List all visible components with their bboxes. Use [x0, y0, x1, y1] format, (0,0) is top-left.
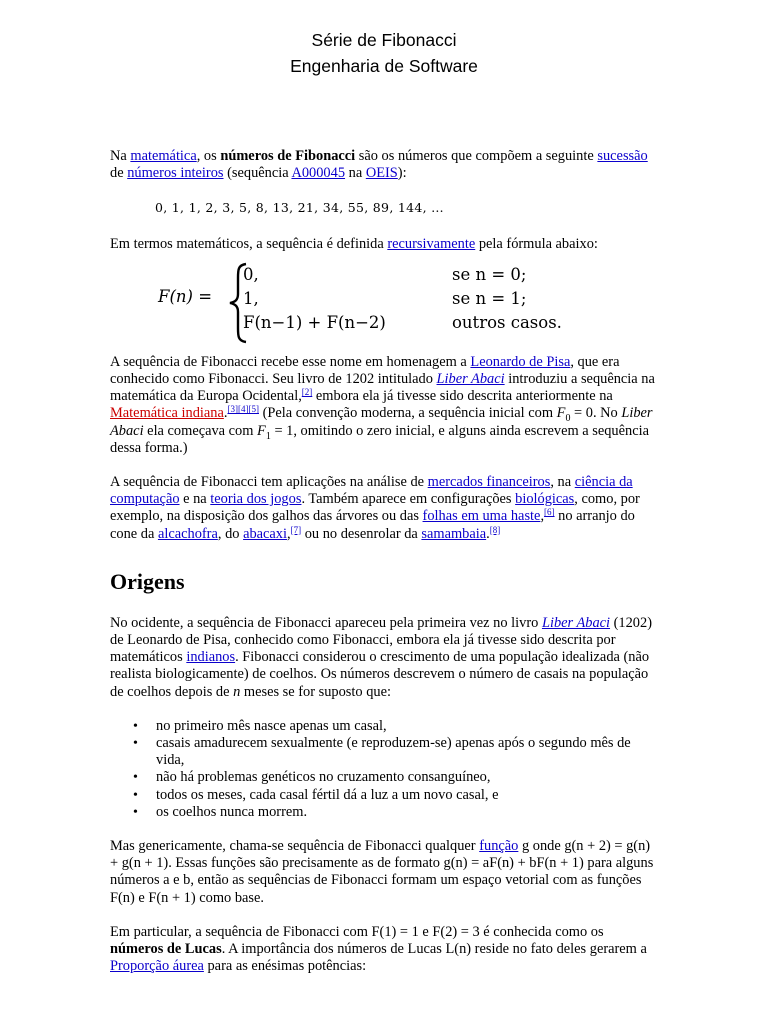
link-liber-abaci-2[interactable]: Liber Abaci — [541, 614, 611, 631]
text: de — [110, 165, 128, 182]
text: ela começava com — [143, 422, 258, 439]
fibonacci-sequence: 0, 1, 1, 2, 3, 5, 8, 13, 21, 34, 55, 89, 144, … — [155, 200, 444, 216]
link-mercados-financeiros[interactable]: mercados financeiros — [427, 474, 551, 491]
link-proporcao-aurea[interactable]: Proporção áurea — [110, 958, 204, 975]
text: . A importância dos números de Lucas L(n) reside no fato deles gerarem a — [221, 941, 647, 958]
text: para as enésimas potências: — [203, 958, 367, 975]
link-matematica-indiana[interactable]: Matemática indiana — [110, 405, 224, 422]
formula-condition-3: outros casos. — [452, 312, 562, 332]
math-var: n — [233, 683, 241, 700]
text: ): — [397, 165, 407, 182]
text: A sequência de Fibonacci recebe esse nome em homenagem a — [110, 353, 471, 370]
citation-7[interactable]: [7] — [290, 524, 302, 535]
link-oeis[interactable]: OEIS — [365, 165, 398, 182]
math-sub: 0 — [565, 413, 571, 425]
text: = 1, omitindo o zero inicial, e alguns ainda escrevem a sequência dessa forma.) — [110, 422, 649, 456]
text: . — [223, 405, 228, 422]
formula-condition-2: se n = 1; — [452, 288, 527, 308]
definition-paragraph — [110, 236, 660, 253]
link-teoria-dos-jogos[interactable]: teoria dos jogos — [210, 491, 302, 508]
text: são os números que compõem a seguinte — [355, 148, 598, 164]
link-ciencia-da-computacao[interactable]: ciência da computação — [110, 474, 633, 508]
page-header — [0, 27, 768, 79]
link-recursivamente[interactable]: recursivamente — [387, 235, 476, 252]
formula-case-3: F(n−1) + F(n−2) — [243, 312, 386, 332]
formula-lhs: F(n) = — [158, 286, 213, 306]
intro-paragraph — [110, 148, 660, 182]
formula-case-1: 0, — [243, 264, 259, 284]
text: . — [486, 525, 490, 542]
text: = 0. No — [570, 405, 622, 422]
text: , do — [217, 525, 244, 542]
text: Em termos matemáticos, a sequência é definida — [110, 235, 388, 252]
text: na — [345, 165, 366, 182]
article-body — [110, 148, 660, 976]
text: , que era conhecido como Fibonacci. Seu livro de 1202 intitulado — [110, 353, 620, 388]
text: (1202) de Leonardo de Pisa, conhecido como Fibonacci, embora ela já tivesse sido descrita por matemáticos — [110, 614, 652, 666]
document-subtitle: Engenharia de Software — [290, 56, 478, 76]
recursive-formula — [110, 260, 660, 346]
citation-3-4-5[interactable]: [3][4][5] — [227, 404, 259, 415]
origens-paragraph — [110, 615, 660, 701]
text: e na — [179, 491, 211, 508]
link-matematica[interactable]: matemática — [130, 148, 197, 164]
bold-term: números de Lucas — [110, 941, 222, 958]
history-paragraph — [110, 354, 660, 457]
text: no arranjo do cone da — [110, 508, 635, 542]
link-a000045[interactable]: A000045 — [291, 165, 346, 182]
bold-term: números de Fibonacci — [220, 148, 356, 164]
text: Na — [110, 148, 131, 164]
section-heading-origens: Origens — [110, 568, 185, 594]
text: Em particular, a sequência de Fibonacci com — [110, 923, 372, 940]
text: meses se for suposto que: — [240, 683, 391, 700]
text: embora ela já tivesse sido descrita anteriormente na — [312, 388, 613, 405]
link-abacaxi[interactable]: abacaxi — [243, 525, 288, 542]
list-item: • todos os meses, cada casal fértil dá a luz a um novo casal, e — [156, 787, 660, 804]
list-item: • os coelhos nunca morrem. — [156, 804, 660, 821]
text: , — [287, 525, 291, 542]
citation-2[interactable]: [2] — [301, 387, 313, 398]
text: pela fórmula abaixo: — [475, 235, 598, 252]
list-item: • não há problemas genéticos no cruzamento consanguíneo, — [156, 769, 660, 786]
formula-condition-1: se n = 0; — [452, 264, 527, 284]
lucas-paragraph — [110, 924, 660, 976]
text: (sequência — [223, 165, 292, 182]
citation-8[interactable]: [8] — [489, 524, 501, 535]
text: (Pela convenção moderna, a sequência inicial com — [258, 405, 557, 422]
text: , na — [550, 474, 575, 491]
math-var: F — [556, 405, 566, 422]
text: A sequência de Fibonacci tem aplicações na análise de — [110, 474, 428, 491]
math-sub: 1 — [265, 430, 271, 442]
text: Mas genericamente, chama-se sequência de Fibonacci qualquer — [110, 838, 480, 855]
document-title: Série de Fibonacci — [311, 30, 457, 50]
link-liber-abaci[interactable]: Liber Abaci — [436, 371, 505, 388]
link-funcao[interactable]: função — [479, 838, 519, 855]
formula-case-2: 1, — [243, 288, 259, 308]
link-folhas-em-uma-haste[interactable]: folhas em uma haste — [422, 508, 541, 525]
link-sucessao[interactable]: sucessão — [597, 148, 648, 164]
link-leonardo-de-pisa[interactable]: Leonardo de Pisa — [470, 353, 571, 370]
list-item: • casais amadurecem sexualmente (e reproduzem-se) apenas após o segundo mês de vida, — [156, 735, 660, 769]
text: , os — [196, 148, 221, 164]
link-alcachofra[interactable]: alcachofra — [157, 525, 218, 542]
applications-paragraph — [110, 474, 660, 543]
link-indianos[interactable]: indianos — [186, 649, 236, 666]
text: . Fibonacci considerou o crescimento de uma população idealizada (não realista biologicamente) de coelhos. Os números descrevem o número de casais na população de coelhos depois de — [110, 649, 650, 700]
list-item: • no primeiro mês nasce apenas um casal, — [156, 718, 660, 735]
assumptions-list — [110, 718, 660, 821]
italic-title: Liber Abaci — [110, 405, 653, 439]
text: , como, por exemplo, na disposição dos galhos das árvores ou das — [110, 491, 640, 525]
text: introduziu a sequência na matemática da Europa Ocidental, — [110, 371, 655, 405]
citation-6[interactable]: [6] — [544, 507, 555, 518]
text: No ocidente, a sequência de Fibonacci apareceu pela primeira vez no livro — [110, 614, 542, 631]
text: g onde g(n + 2) = g(n) + g(n + 1). Essas funções são precisamente as de formato g(n) = aF(n) + bF(n + 1) para alguns números a e b, então as sequências de Fibonacci formam um espaço vetorial com as funções F(n) e F(n + 1) como base. — [110, 838, 654, 906]
link-numeros-inteiros[interactable]: números inteiros — [127, 165, 224, 182]
text: . Também aparece em configurações — [301, 491, 516, 508]
generic-paragraph — [110, 838, 660, 907]
math-var: F — [257, 422, 266, 439]
text: ou no desenrolar da — [301, 525, 422, 542]
link-biologicas[interactable]: biológicas — [515, 491, 575, 508]
link-samambaia[interactable]: samambaia — [421, 525, 487, 542]
text: , — [540, 508, 545, 525]
text: F(1) = 1 e F(2) = 3 é conhecida como os — [371, 923, 604, 940]
